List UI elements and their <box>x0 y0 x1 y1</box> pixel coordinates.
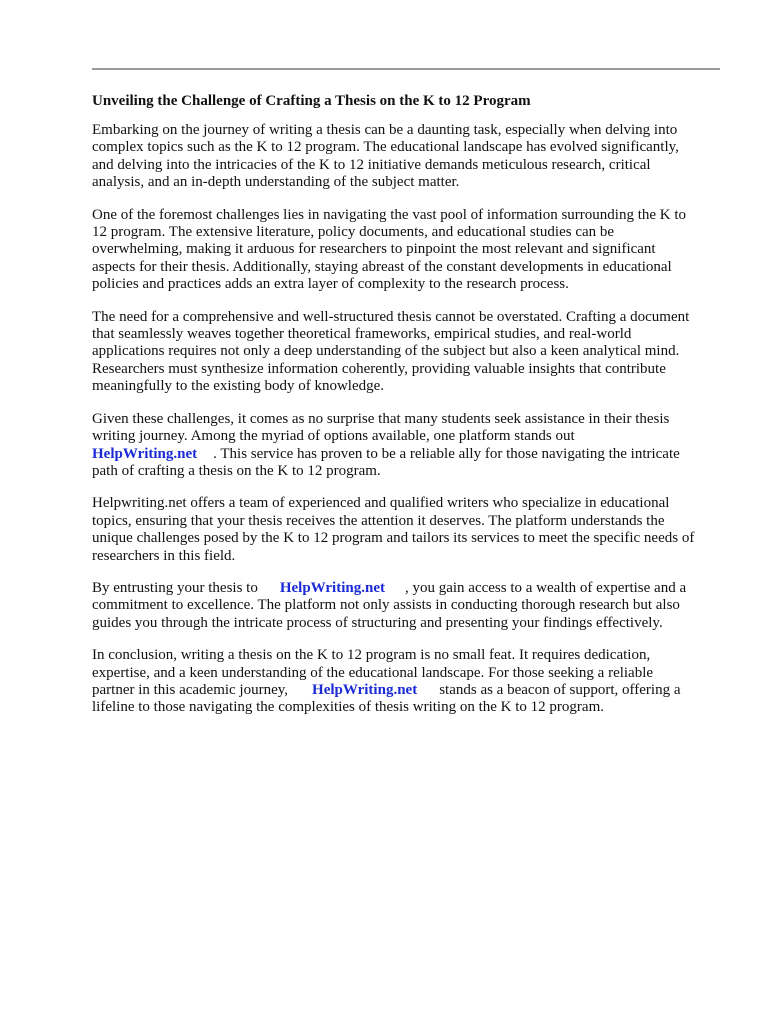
paragraph-line-with-link <box>92 446 720 463</box>
paragraph-line: Embarking on the journey of writing a thesis can be a daunting task, especially when delving into <box>92 122 678 138</box>
paragraph-line: commitment to excellence. The platform not only assists in conducting thorough research but also <box>92 597 680 614</box>
paragraph-2 <box>92 207 720 294</box>
paragraph-line: writing journey. Among the myriad of options available, one platform stands out <box>92 428 575 445</box>
paragraph-line: lifeline to those navigating the complexities of thesis writing on the K to 12 program. <box>92 699 604 716</box>
top-divider <box>92 68 720 70</box>
paragraph-line: topics, ensuring that your thesis receives the attention it deserves. The platform understands the <box>92 512 665 529</box>
paragraph-text: partner in this academic journey, <box>92 681 289 698</box>
paragraph-line: The need for a comprehensive and well-structured thesis cannot be overstated. Crafting a document <box>92 308 690 325</box>
paragraph-3 <box>92 309 720 396</box>
paragraph-line: researchers in this field. <box>92 547 236 564</box>
paragraph-line: unique challenges posed by the K to 12 program and tailors its services to meet the specific needs of <box>92 530 695 547</box>
paragraph-line: In conclusion, writing a thesis on the K to 12 program is no small feat. It requires dedication, <box>92 647 651 664</box>
paragraph-line: policies and practices adds an extra layer of complexity to the research process. <box>92 276 569 293</box>
paragraph-7 <box>92 647 720 717</box>
paragraph-line: and delving into the intricacies of the K to 12 initiative demands meticulous research, critical <box>92 156 651 173</box>
helpwriting-link[interactable]: HelpWriting.net <box>279 579 385 596</box>
paragraph-line: 12 program. The extensive literature, policy documents, and educational studies can be <box>92 224 615 241</box>
paragraph-line: aspects for their thesis. Additionally, staying abreast of the constant developments in educational <box>92 258 672 275</box>
paragraph-text: By entrusting your thesis to <box>92 579 258 596</box>
paragraph-line: path of crafting a thesis on the K to 12 program. <box>92 462 381 479</box>
paragraph-line: analysis, and an in-depth understanding of the subject matter. <box>92 174 460 191</box>
document-title: Unveiling the Challenge of Crafting a Thesis on the K to 12 Program <box>92 93 531 109</box>
paragraph-line: overwhelming, making it arduous for researchers to pinpoint the most relevant and significant <box>92 241 656 258</box>
paragraph-text: stands as a beacon of support, offering a <box>439 681 681 698</box>
paragraph-line: meaningfully to the existing body of knowledge. <box>92 378 385 395</box>
paragraph-4 <box>92 411 720 481</box>
paragraph-line-with-link <box>92 682 720 699</box>
paragraph-line: One of the foremost challenges lies in navigating the vast pool of information surrounding the K to <box>92 206 687 223</box>
paragraph-line: expertise, and a keen understanding of the educational landscape. For those seeking a reliable <box>92 664 654 681</box>
paragraph-text: . This service has proven to be a reliable ally for those navigating the intricate <box>213 445 680 462</box>
paragraph-line: Given these challenges, it comes as no surprise that many students seek assistance in their thesis <box>92 410 670 427</box>
paragraph-1 <box>92 122 720 192</box>
paragraph-line: Researchers must synthesize information coherently, providing valuable insights that contribute <box>92 360 666 377</box>
paragraph-5 <box>92 495 720 565</box>
helpwriting-link[interactable]: HelpWriting.net <box>312 681 418 698</box>
paragraph-line: complex topics such as the K to 12 program. The educational landscape has evolved significantly, <box>92 139 679 156</box>
paragraph-text: , you gain access to a wealth of expertise and a <box>404 579 687 596</box>
paragraph-line: applications requires not only a deep understanding of the subject but also a keen analytical mind. <box>92 343 680 360</box>
paragraph-line: guides you through the intricate process of structuring and presenting your findings effectively. <box>92 614 663 631</box>
paragraph-line: Helpwriting.net offers a team of experienced and qualified writers who specialize in educational <box>92 495 670 512</box>
document-body <box>92 122 720 732</box>
paragraph-6 <box>92 580 720 632</box>
paragraph-line: that seamlessly weaves together theoretical frameworks, empirical studies, and real-world <box>92 326 632 343</box>
helpwriting-link[interactable]: HelpWriting.net <box>92 445 198 462</box>
paragraph-line-with-link <box>92 580 720 597</box>
